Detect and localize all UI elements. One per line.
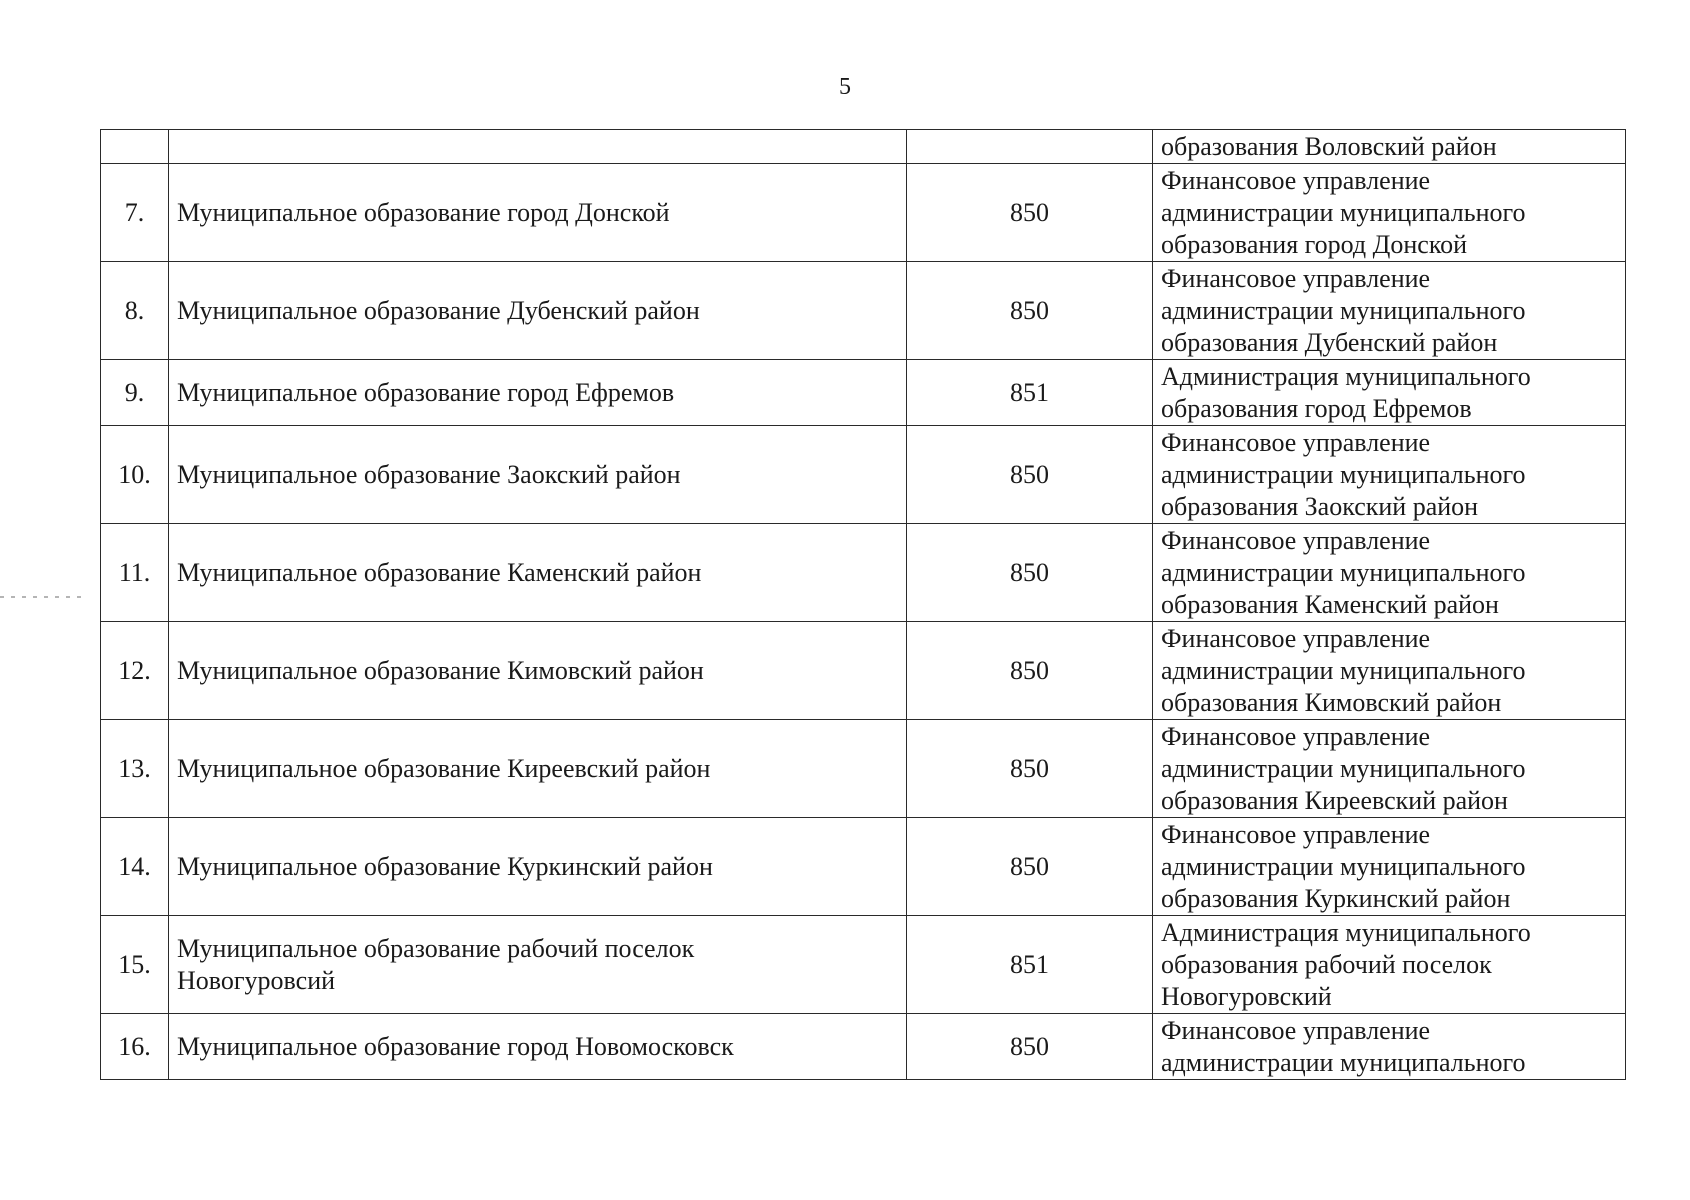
row-number: 16. bbox=[101, 1014, 169, 1080]
row-number: 15. bbox=[101, 916, 169, 1014]
row-number: 10. bbox=[101, 426, 169, 524]
row-number: 13. bbox=[101, 720, 169, 818]
administrator-name: Администрация муниципального образования рабочий поселок Новогуровский bbox=[1153, 916, 1626, 1014]
budget-code: 850 bbox=[907, 622, 1153, 720]
municipality-name: Муниципальное образование рабочий поселок Новогуровсий bbox=[169, 916, 907, 1014]
budget-code: 850 bbox=[907, 524, 1153, 622]
budget-code: 850 bbox=[907, 262, 1153, 360]
municipalities-table bbox=[100, 129, 1626, 1080]
table-row bbox=[101, 1014, 1626, 1080]
row-number: 12. bbox=[101, 622, 169, 720]
budget-code: 850 bbox=[907, 818, 1153, 916]
municipality-name: Муниципальное образование город Ефремов bbox=[169, 360, 907, 426]
page-number: 5 bbox=[839, 74, 851, 100]
municipality-name: Муниципальное образование Киреевский район bbox=[169, 720, 907, 818]
municipality-name: Муниципальное образование Дубенский район bbox=[169, 262, 907, 360]
municipality-name: Муниципальное образование Заокский район bbox=[169, 426, 907, 524]
administrator-name: Финансовое управление администрации муниципального образования Каменский район bbox=[1153, 524, 1626, 622]
budget-code: 850 bbox=[907, 1014, 1153, 1080]
table-row bbox=[101, 720, 1626, 818]
row-number: 9. bbox=[101, 360, 169, 426]
row-number: 14. bbox=[101, 818, 169, 916]
row-number: 8. bbox=[101, 262, 169, 360]
municipality-name: Муниципальное образование Куркинский район bbox=[169, 818, 907, 916]
administrator-name: Финансовое управление администрации муниципального образования город Донской bbox=[1153, 164, 1626, 262]
table-row bbox=[101, 164, 1626, 262]
municipality-name: Муниципальное образование город Донской bbox=[169, 164, 907, 262]
administrator-name: Финансовое управление администрации муниципального образования Дубенский район bbox=[1153, 262, 1626, 360]
administrator-name: Финансовое управление администрации муниципального образования Киреевский район bbox=[1153, 720, 1626, 818]
budget-code: 850 bbox=[907, 720, 1153, 818]
row-number: 7. bbox=[101, 164, 169, 262]
administrator-name: образования Воловский район bbox=[1153, 130, 1626, 164]
table-row bbox=[101, 916, 1626, 1014]
table-row bbox=[101, 130, 1626, 164]
table-row bbox=[101, 426, 1626, 524]
table-row bbox=[101, 818, 1626, 916]
budget-code: 851 bbox=[907, 360, 1153, 426]
budget-code: 850 bbox=[907, 164, 1153, 262]
municipality-name: Муниципальное образование город Новомосковск bbox=[169, 1014, 907, 1080]
row-number: 11. bbox=[101, 524, 169, 622]
municipality-name: Муниципальное образование Кимовский район bbox=[169, 622, 907, 720]
administrator-name: Финансовое управление администрации муниципального образования Кимовский район bbox=[1153, 622, 1626, 720]
budget-code: 850 bbox=[907, 426, 1153, 524]
table-row bbox=[101, 524, 1626, 622]
administrator-name: Финансовое управление администрации муниципального bbox=[1153, 1014, 1626, 1080]
table-row bbox=[101, 262, 1626, 360]
administrator-name: Финансовое управление администрации муниципального образования Куркинский район bbox=[1153, 818, 1626, 916]
budget-code bbox=[907, 130, 1153, 164]
municipality-name: Муниципальное образование Каменский район bbox=[169, 524, 907, 622]
table-row bbox=[101, 622, 1626, 720]
municipality-name bbox=[169, 130, 907, 164]
table-row bbox=[101, 360, 1626, 426]
administrator-name: Администрация муниципального образования город Ефремов bbox=[1153, 360, 1626, 426]
administrator-name: Финансовое управление администрации муниципального образования Заокский район bbox=[1153, 426, 1626, 524]
budget-code: 851 bbox=[907, 916, 1153, 1014]
row-number bbox=[101, 130, 169, 164]
scan-artifact bbox=[0, 596, 86, 598]
